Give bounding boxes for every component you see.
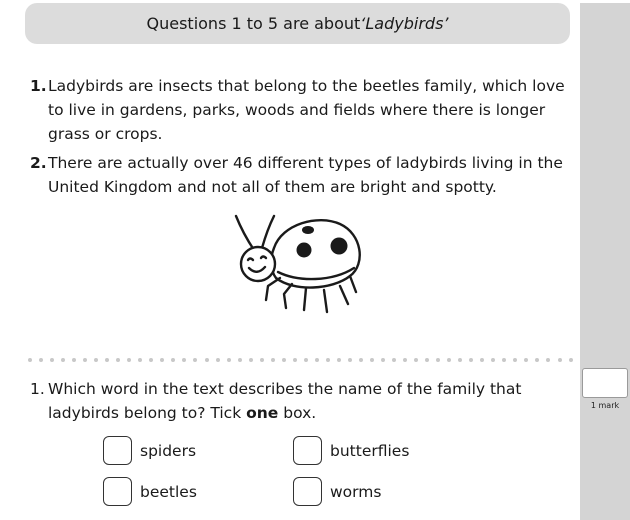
tick-box[interactable] (103, 477, 132, 506)
mark-entry-box[interactable] (582, 368, 628, 398)
question-text-start: Which word in the text describes the name of the family that ladybirds belong to? Tick (48, 380, 522, 422)
option-butterflies[interactable] (293, 436, 409, 465)
paragraph-number: 1. (30, 77, 47, 95)
question-number: 1. (30, 380, 45, 398)
tick-box[interactable] (293, 477, 322, 506)
ladybird-illustration (232, 208, 367, 318)
paragraph-text: There are actually over 46 different types of ladybirds living in the United Kingdom and not all of them are bright and spotty. (48, 154, 563, 196)
header-title-topic: ‘Ladybirds’ (360, 14, 449, 33)
paragraph-text: Ladybirds are insects that belong to the beetles family, which love to live in gardens, parks, woods and fields where there is longer grass or crops. (48, 77, 565, 143)
option-label: beetles (140, 482, 197, 501)
tick-box[interactable] (293, 436, 322, 465)
question-1 (30, 377, 575, 425)
section-header (25, 3, 570, 44)
question-text-emphasis: one (246, 404, 279, 422)
option-beetles[interactable] (103, 477, 197, 506)
mark-label: 1 mark (590, 401, 620, 410)
option-label: worms (330, 482, 382, 501)
section-divider (28, 356, 573, 364)
paragraph-number: 2. (30, 154, 47, 172)
paragraph-1 (30, 74, 575, 146)
paragraph-2 (30, 151, 575, 199)
option-worms[interactable] (293, 477, 381, 506)
option-spiders[interactable] (103, 436, 196, 465)
option-label: spiders (140, 441, 197, 460)
question-text (48, 377, 575, 425)
marks-margin (580, 3, 630, 520)
question-text-end: box. (278, 404, 317, 422)
tick-box[interactable] (103, 436, 132, 465)
header-title-prefix: Questions 1 to 5 are about (146, 14, 361, 33)
option-label: butterflies (330, 441, 410, 460)
